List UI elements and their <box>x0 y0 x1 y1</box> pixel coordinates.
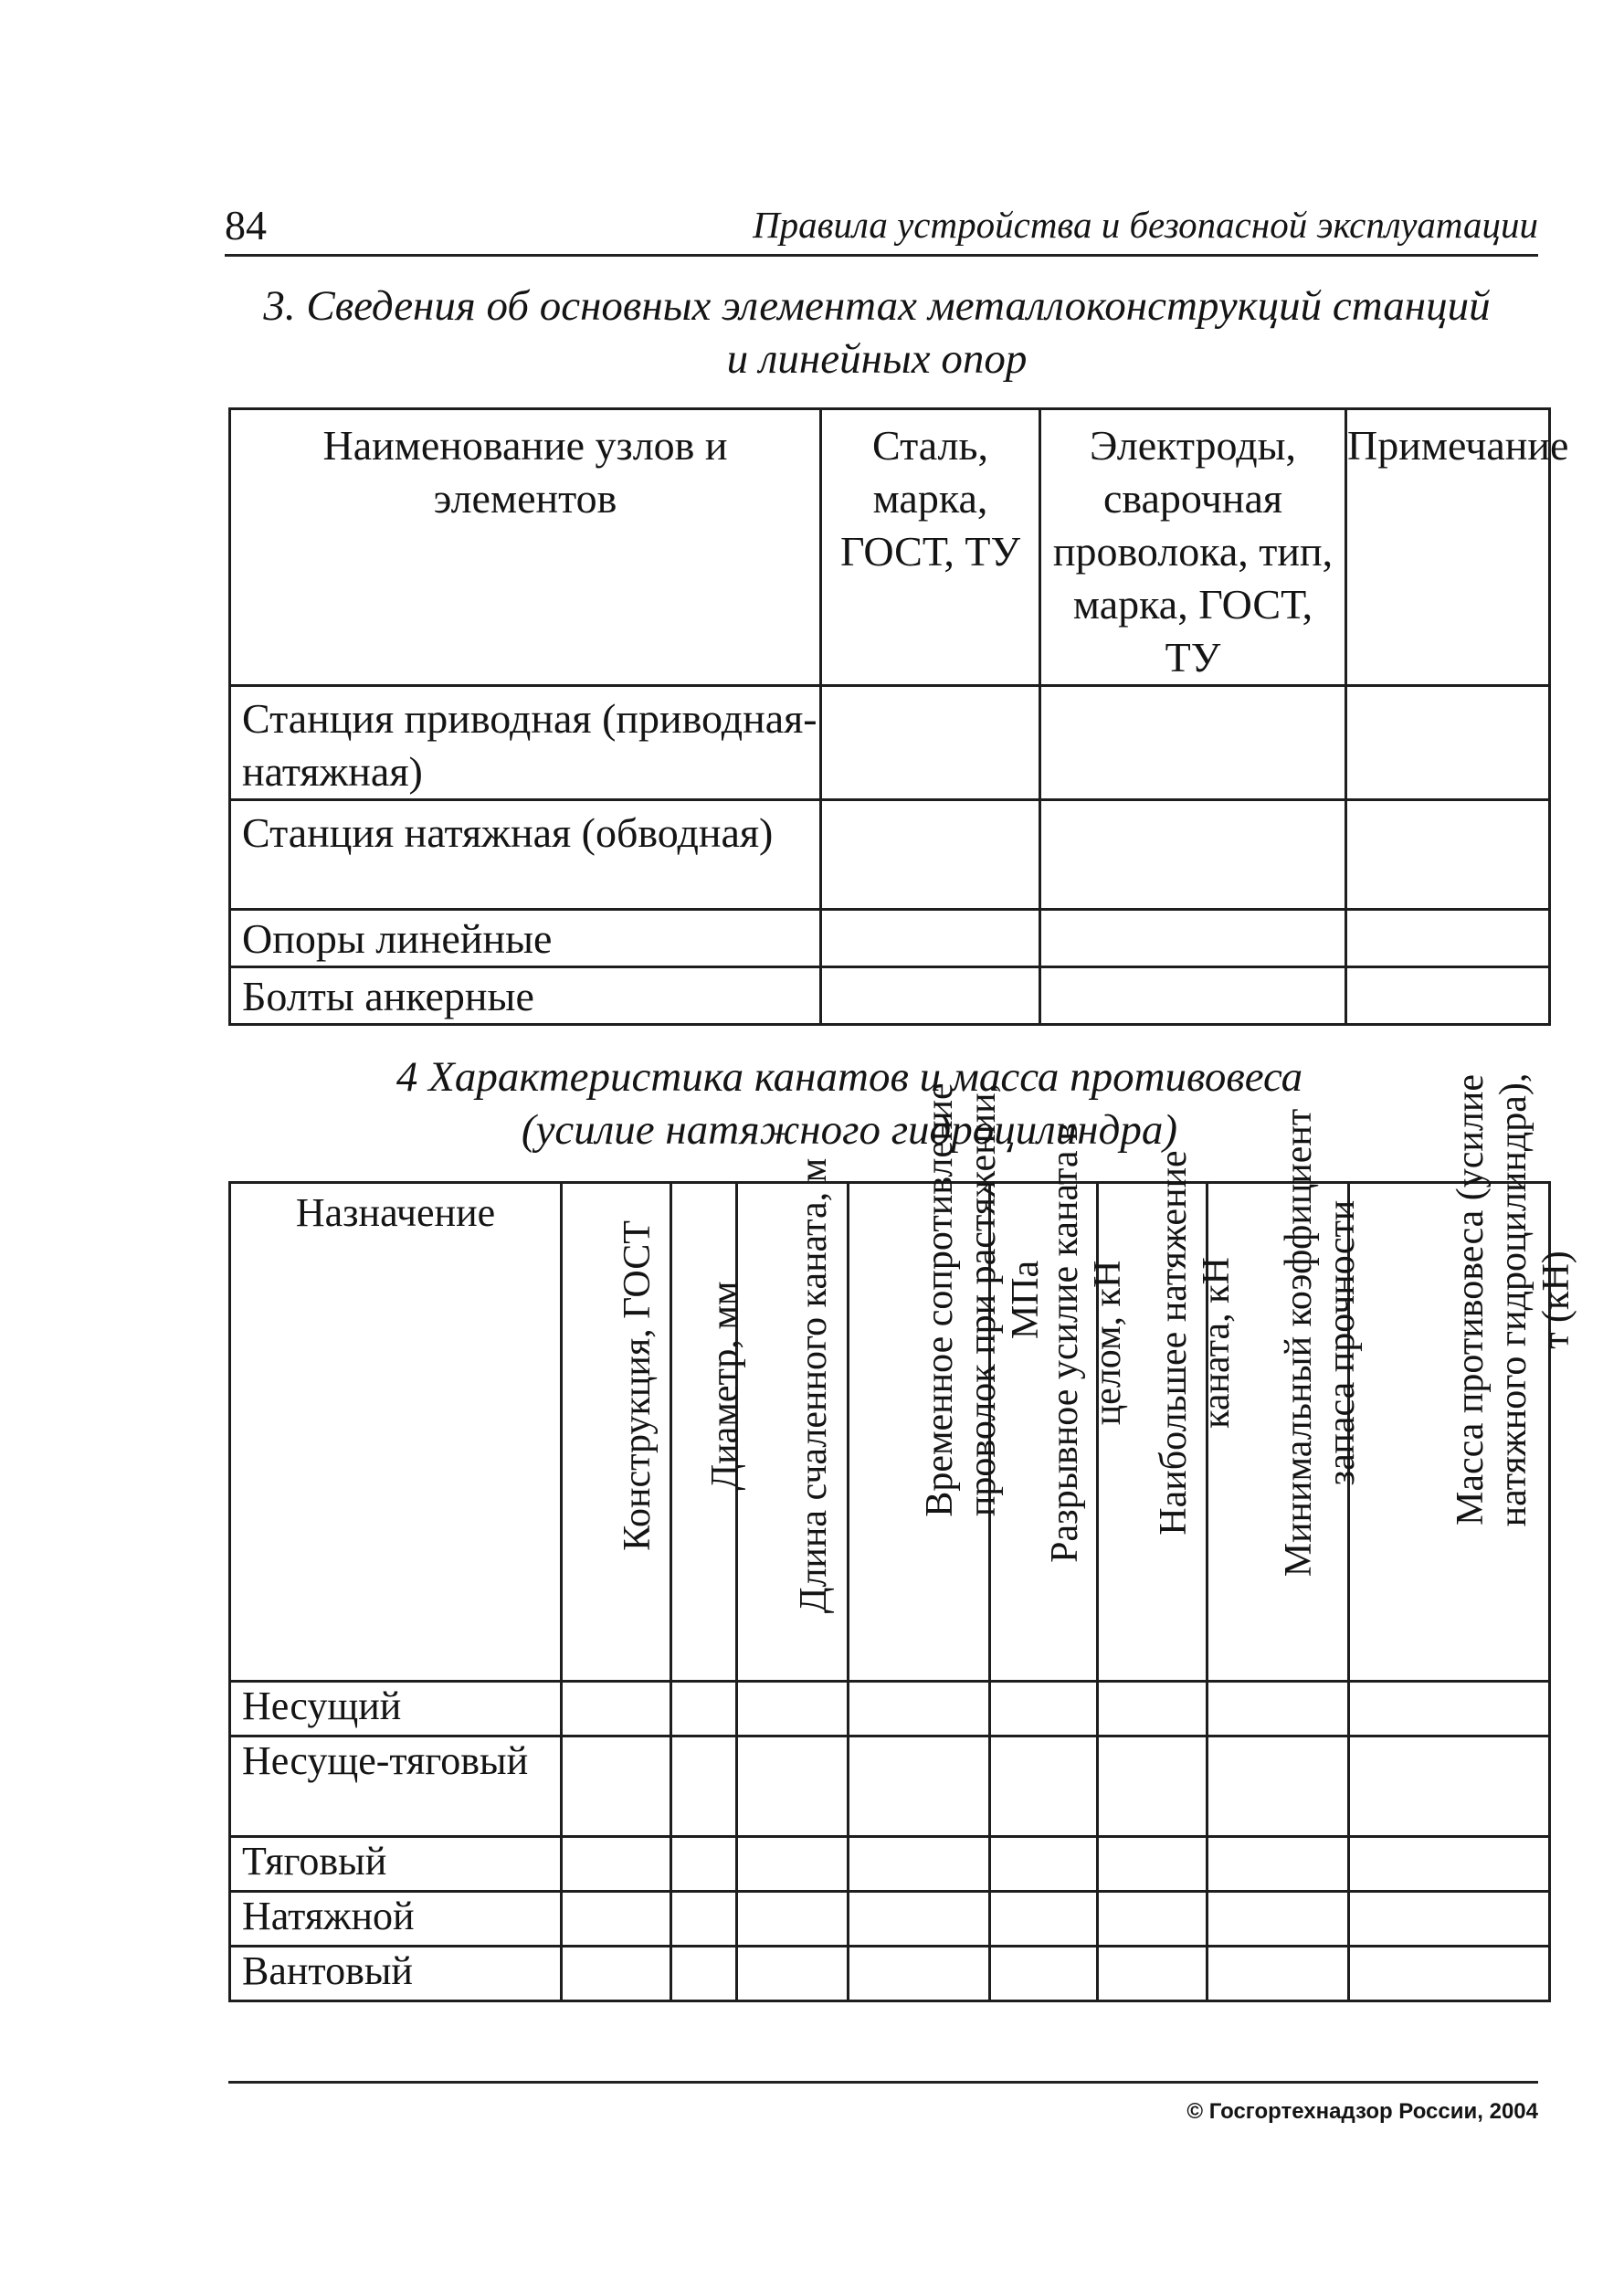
header-rule <box>225 254 1538 257</box>
running-title: Правила устройства и безопасной эксплуатации <box>753 204 1538 246</box>
section3-title-line2: и линейных опор <box>726 335 1028 383</box>
table-cell <box>1346 910 1550 967</box>
table-cell <box>1040 800 1346 910</box>
table-row <box>230 910 1550 967</box>
col-header-purpose: Назначение <box>230 1183 562 1682</box>
table-cell <box>821 967 1040 1025</box>
col-header-tensile-strength: Временное сопротивление проволок при растяжении, МПа <box>919 1082 1047 1517</box>
col-header-breaking-force: Разрывное усилие каната в целом, кН <box>1043 1123 1129 1563</box>
table-cell <box>1346 800 1550 910</box>
col-header-safety-factor: Минимальный коэффициент запаса прочности <box>1278 1108 1363 1578</box>
table-row <box>230 1892 1550 1947</box>
section4-title-line2: (усилие натяжного гидроцилиндра) <box>521 1106 1178 1154</box>
footer-rule <box>228 2081 1538 2084</box>
table-cell <box>1040 686 1346 800</box>
ropes-table-header <box>230 1183 1550 1682</box>
elements-table-header <box>230 409 1550 686</box>
row-label: Станция приводная (приводная-натяжная) <box>230 686 821 800</box>
table-cell <box>821 800 1040 910</box>
row-label: Вантовый <box>230 1947 562 2001</box>
section3-title-line1: 3. Сведения об основных элементах металлоконструкций станций <box>263 282 1491 330</box>
table-cell <box>821 910 1040 967</box>
table-row <box>230 686 1550 800</box>
col-header-length: Длина счаленного каната, м <box>792 1157 835 1614</box>
row-label: Болты анкерные <box>230 967 821 1025</box>
col-header-note: Примечание <box>1346 409 1550 686</box>
row-label: Станция натяжная (обводная) <box>230 800 821 910</box>
row-label: Несуще-тяговый <box>230 1736 562 1837</box>
col-header-electrodes: Электроды, сварочная проволока, тип, марка, ГОСТ, ТУ <box>1040 409 1346 686</box>
table-row <box>230 1947 1550 2001</box>
table-cell <box>1040 910 1346 967</box>
col-header-counterweight: Масса противовеса (усилие натяжного гидроцилиндра), т (кН) <box>1449 1072 1577 1527</box>
table-cell <box>1040 967 1346 1025</box>
table-row <box>230 967 1550 1025</box>
table-cell <box>1346 967 1550 1025</box>
row-label: Несущий <box>230 1682 562 1736</box>
col-header-steel: Сталь, марка, ГОСТ, ТУ <box>821 409 1040 686</box>
col-header-diameter: Диаметр, мм <box>703 1281 746 1491</box>
table-cell <box>1346 686 1550 800</box>
col-header-construction: Конструкция, ГОСТ <box>616 1220 659 1551</box>
table-row <box>230 1736 1550 1837</box>
col-header-name: Наименование узлов и элементов <box>230 409 821 686</box>
row-label: Натяжной <box>230 1892 562 1947</box>
table-row <box>230 800 1550 910</box>
col-header-max-tension: Наибольшее натяжение каната, кН <box>1152 1150 1238 1536</box>
table-row <box>230 1837 1550 1892</box>
elements-table <box>228 407 1569 1026</box>
table-cell <box>821 686 1040 800</box>
table-row <box>230 1682 1550 1736</box>
row-label: Тяговый <box>230 1837 562 1892</box>
row-label: Опоры линейные <box>230 910 821 967</box>
copyright: © Госгортехнадзор России, 2004 <box>1186 2099 1538 2124</box>
page-number: 84 <box>225 202 267 248</box>
section4-title-line1: 4 Характеристика канатов и масса противовеса <box>395 1053 1303 1101</box>
